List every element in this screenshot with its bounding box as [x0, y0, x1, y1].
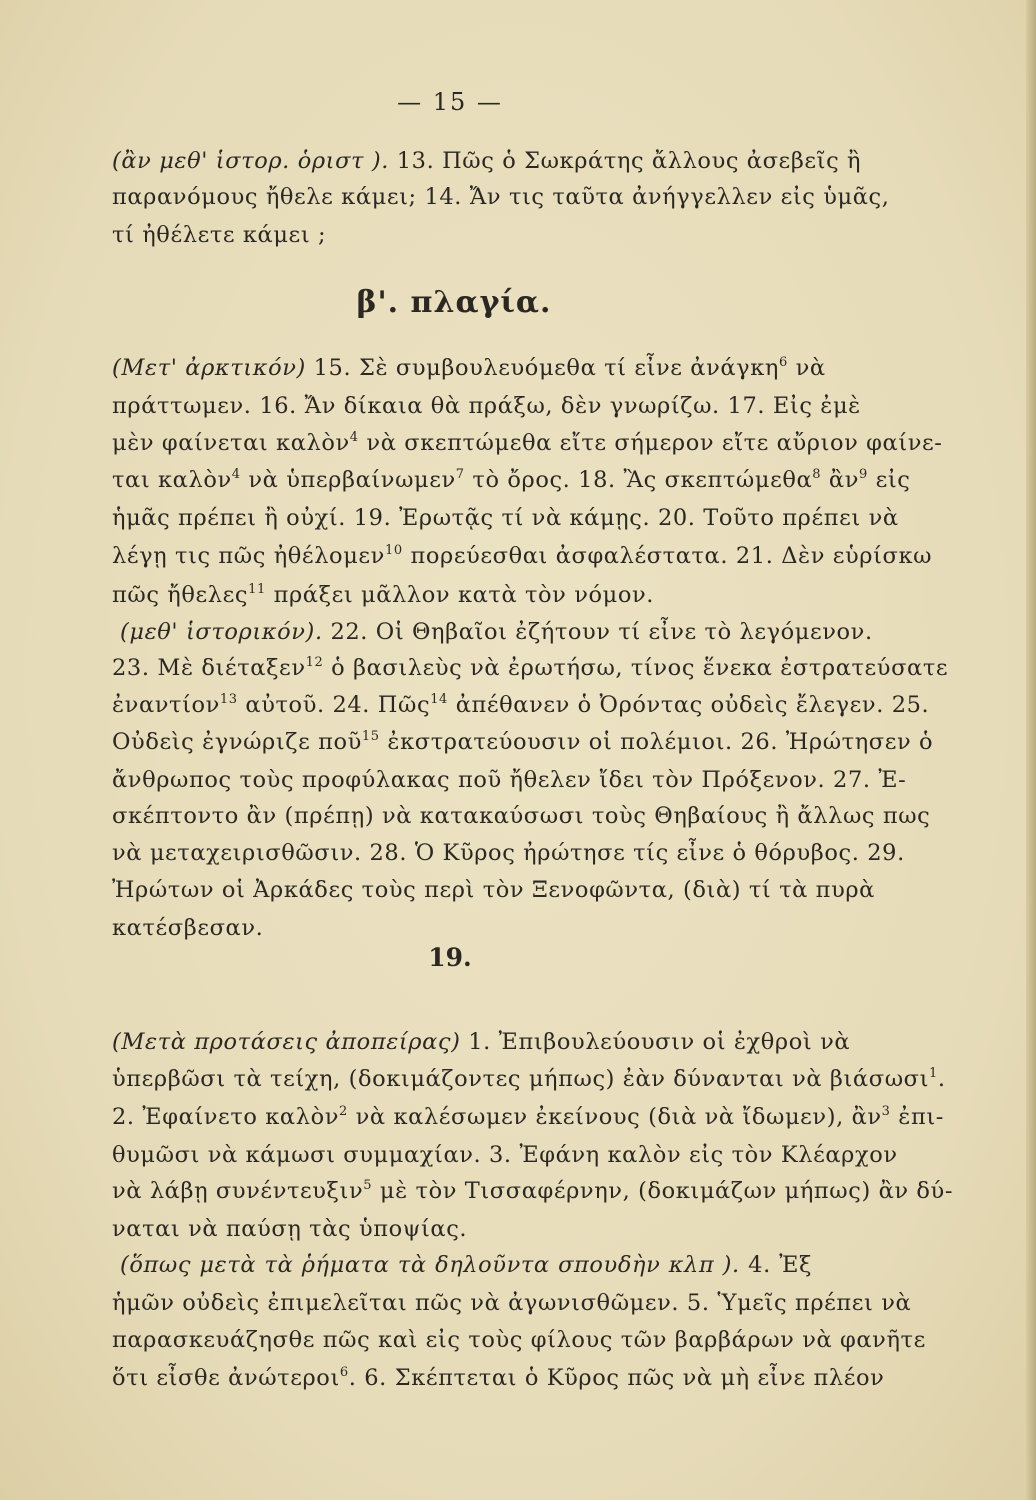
text-span: νὰ λάβῃ συνέντευξιν	[112, 1178, 364, 1204]
footnote-marker: 9	[859, 467, 868, 482]
text-line	[112, 729, 934, 755]
text-span: ὅτι εἶσθε ἀνώτεροι	[112, 1365, 340, 1391]
text-span: τὸ ὄρος. 18. Ἂς σκεπτώμεθα	[464, 467, 813, 493]
text-span: μὲν φαίνεται καλὸν	[112, 430, 350, 456]
text-line	[112, 1104, 944, 1130]
text-line	[112, 222, 812, 248]
text-line	[112, 582, 812, 608]
footnote-marker: 11	[248, 582, 266, 597]
text-line	[112, 877, 875, 903]
text-span: 22. Οἱ Θηβαῖοι ἐζήτουν τί εἶνε τὸ λεγόμενον.	[322, 619, 873, 645]
text-span: νὰ μεταχειρισθῶσιν. 28. Ὁ Κῦρος ἠρώτησε τίς εἶνε ὁ θόρυβος. 29.	[112, 840, 905, 866]
text-span: νὰ	[787, 355, 826, 381]
text-line	[112, 1029, 851, 1055]
text-line	[112, 184, 890, 210]
text-span: 1. Ἐπιβουλεύουσιν οἱ ἐχθροὶ νὰ	[460, 1029, 851, 1055]
text-line	[112, 767, 907, 793]
text-span: ἐκστρατεύουσιν οἱ πολέμιοι. 26. Ἠρώτησεν ὁ	[379, 729, 934, 755]
footnote-marker: 4	[349, 430, 359, 445]
text-span: . 6. Σκέπτεται ὁ Κῦρος πῶς νὰ μὴ εἶνε πλέον	[348, 1365, 885, 1391]
text-span: ναται νὰ παύσῃ τὰς ὑποψίας.	[112, 1216, 468, 1242]
footnote-marker: 15	[361, 729, 380, 744]
footnote-marker: 13	[219, 692, 238, 707]
footnote-marker: 5	[363, 1178, 373, 1193]
section-label: (μεθ' ἱστορικόν).	[120, 619, 323, 645]
text-line	[112, 840, 905, 866]
text-span: θυμῶσι νὰ κάμωσι συμμαχίαν. 3. Ἐφάνη καλὸν εἰς τὸν Κλέαρχον	[112, 1142, 898, 1168]
text-span: ὁ βασιλεὺς νὰ ἐρωτήσω, τίνος ἕνεκα ἐστρατεύσατε	[323, 655, 949, 681]
section-label: (Μετὰ προτάσεις ἀποπείρας)	[112, 1029, 461, 1055]
text-span: ἂν	[821, 467, 859, 493]
text-span: ται καλὸν	[112, 467, 232, 493]
text-line	[112, 1290, 912, 1316]
text-line	[112, 803, 931, 829]
footnote-marker: 10	[384, 543, 403, 558]
text-span: κατέσβεσαν.	[112, 915, 264, 941]
text-line	[112, 1178, 954, 1204]
text-span: πράξει μᾶλλον κατὰ τὸν νόμον.	[265, 582, 655, 608]
text-span: ὑπερβῶσι τὰ τείχη, (δοκιμάζοντες μήπως) ἐὰν δύνανται νὰ βιάσωσι	[112, 1066, 930, 1092]
text-span: Οὐδεὶς ἐγνώριζε ποῦ	[112, 729, 362, 755]
text-span: λέγῃ τις πῶς ἠθέλομεν	[112, 543, 385, 569]
text-span: ἐπι-	[890, 1104, 944, 1130]
footnote-marker: 8	[812, 467, 822, 482]
text-line	[112, 148, 862, 174]
text-span: τί ἠθέλετε κάμει ;	[112, 222, 327, 248]
text-span: .	[937, 1066, 946, 1092]
text-line	[112, 355, 826, 381]
text-span: ἀπέθανεν ὁ Ὀρόντας οὐδεὶς ἔλεγεν. 25.	[447, 692, 930, 718]
footnote-marker: 3	[881, 1104, 891, 1119]
text-span: 4. Ἐξ	[739, 1252, 812, 1278]
text-line	[112, 1142, 898, 1168]
footnote-marker: 4	[231, 467, 241, 482]
text-span: πράττωμεν. 16. Ἄν δίκαια θὰ πράξω, δὲν γνωρίζω. 17. Εἰς ἐμὲ	[112, 393, 861, 419]
text-span: μὲ τὸν Τισσαφέρνην, (δοκιμάζων μήπως) ἂν δύ-	[372, 1178, 954, 1204]
text-span: 15. Σὲ συμβουλευόμεθα τί εἶνε ἀνάγκη	[305, 355, 779, 381]
footnote-marker: 2	[339, 1104, 348, 1119]
text-line	[112, 1365, 885, 1391]
text-line	[112, 1216, 812, 1242]
text-span: ἄνθρωπος τοὺς προφύλακας ποῦ ἤθελεν ἴδει τὸν Πρόξενον. 27. Ἐ-	[112, 767, 907, 793]
text-span: Ἠρώτων οἱ Ἀρκάδες τοὺς περὶ τὸν Ξενοφῶντα, (διὰ) τί τὰ πυρὰ	[112, 877, 875, 903]
footnote-marker: 12	[305, 655, 324, 670]
section-label: (Μετ' ἀρκτικόν)	[112, 355, 306, 381]
text-line	[112, 1327, 926, 1353]
text-span: πορεύεσθαι ἀσφαλέστατα. 21. Δὲν εὑρίσκω	[402, 543, 933, 569]
text-span: 23. Μὲ διέταξεν	[112, 655, 306, 681]
text-span: πῶς ἤθελες	[112, 582, 249, 608]
footnote-marker: 6	[778, 355, 788, 370]
text-span: 2. Ἐφαίνετο καλὸν	[112, 1104, 340, 1130]
text-line	[120, 1252, 812, 1278]
section-label: (ὅπως μετὰ τὰ ῥήματα τὰ δηλοῦντα σπουδὴν κλπ ).	[120, 1252, 740, 1278]
page-number: — 15 —	[397, 88, 503, 116]
text-line	[112, 915, 812, 941]
text-line	[112, 655, 949, 681]
text-span: νὰ ὑπερβαίνωμεν	[240, 467, 456, 493]
text-span: εἰς	[867, 467, 911, 493]
text-line	[112, 692, 930, 718]
section-heading-b: β'. πλαγία.	[356, 285, 552, 320]
text-span: σκέπτοντο ἂν (πρέπῃ) νὰ κατακαύσωσι τοὺς Θηβαίους ἢ ἄλλως πως	[112, 803, 931, 829]
text-line	[112, 467, 911, 493]
section-heading-19: 19.	[428, 943, 472, 972]
text-span: νὰ σκεπτώμεθα εἴτε σήμερον εἴτε αὔριον φαίνε-	[358, 430, 943, 456]
text-line	[112, 543, 933, 569]
text-span: ἐναντίον	[112, 692, 220, 718]
text-line	[120, 619, 873, 645]
text-span: ἡμῶν οὐδεὶς ἐπιμελεῖται πῶς νὰ ἀγωνισθῶμεν. 5. Ὑμεῖς πρέπει νὰ	[112, 1290, 912, 1316]
text-span: ἡμᾶς πρέπει ἢ οὐχί. 19. Ἐρωτᾷς τί νὰ κάμῃς. 20. Τοῦτο πρέπει νὰ	[112, 505, 899, 531]
page-edge	[1026, 0, 1036, 1500]
text-span: αὐτοῦ. 24. Πῶς	[237, 692, 431, 718]
text-span: νὰ καλέσωμεν ἐκείνους (διὰ νὰ ἴδωμεν), ἂν	[347, 1104, 882, 1130]
footnote-marker: 1	[929, 1066, 938, 1081]
text-line	[112, 505, 899, 531]
text-span: 13. Πῶς ὁ Σωκράτης ἄλλους ἀσεβεῖς ἢ	[388, 148, 862, 174]
section-label: (ἂν μεθ' ἱστορ. ὁριστ ).	[112, 148, 389, 174]
text-line	[112, 430, 943, 456]
text-span: παρασκευάζησθε πῶς καὶ εἰς τοὺς φίλους τῶν βαρβάρων νὰ φανῆτε	[112, 1327, 926, 1353]
footnote-marker: 14	[430, 692, 448, 707]
text-span: παρανόμους ἤθελε κάμει; 14. Ἄν τις ταῦτα ἀνήγγελλεν εἰς ὑμᾶς,	[112, 184, 890, 210]
footnote-marker: 6	[339, 1365, 349, 1380]
text-line	[112, 1066, 946, 1092]
text-line	[112, 393, 861, 419]
footnote-marker: 7	[455, 467, 465, 482]
